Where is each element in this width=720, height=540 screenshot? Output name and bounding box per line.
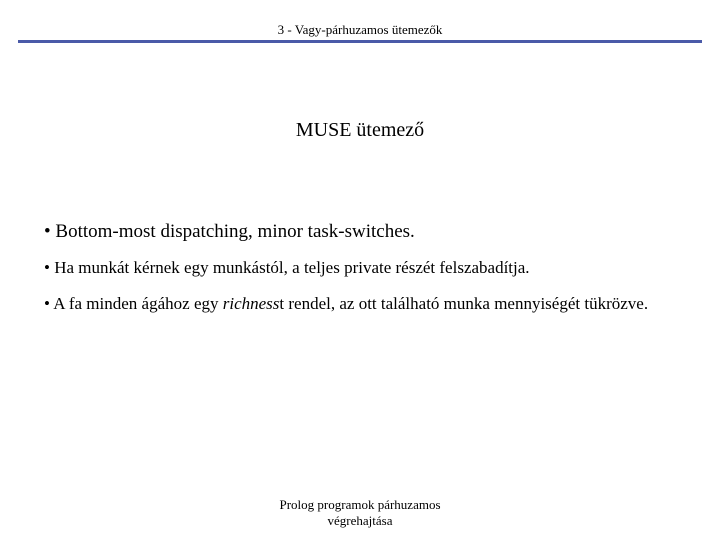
footer-line-1: Prolog programok párhuzamos — [279, 497, 441, 512]
bullet-item — [44, 257, 684, 279]
bullet-marker: • — [44, 294, 54, 313]
slide-title: MUSE ütemező — [295, 119, 425, 141]
bullet-text-before: A fa minden ágához egy — [53, 294, 223, 313]
footer-line-2: végrehajtása — [327, 513, 393, 528]
bullet-text-after: t rendel, az ott található munka mennyiségét tükrözve. — [279, 294, 649, 313]
bullet-marker: • — [44, 258, 55, 277]
header-title: 3 - Vagy-párhuzamos ütemezők — [277, 22, 443, 37]
bullet-text: Bottom-most dispatching, minor task-switches. — [55, 221, 415, 242]
bullet-item — [44, 220, 684, 244]
bullet-text-italic: richness — [222, 294, 280, 313]
bullet-text: Ha munkát kérnek egy munkástól, a teljes private részét felszabadítja. — [54, 258, 530, 277]
bullet-marker: • — [44, 221, 56, 242]
footer — [0, 497, 720, 529]
header-divider — [18, 40, 702, 43]
bullet-item — [44, 293, 684, 315]
